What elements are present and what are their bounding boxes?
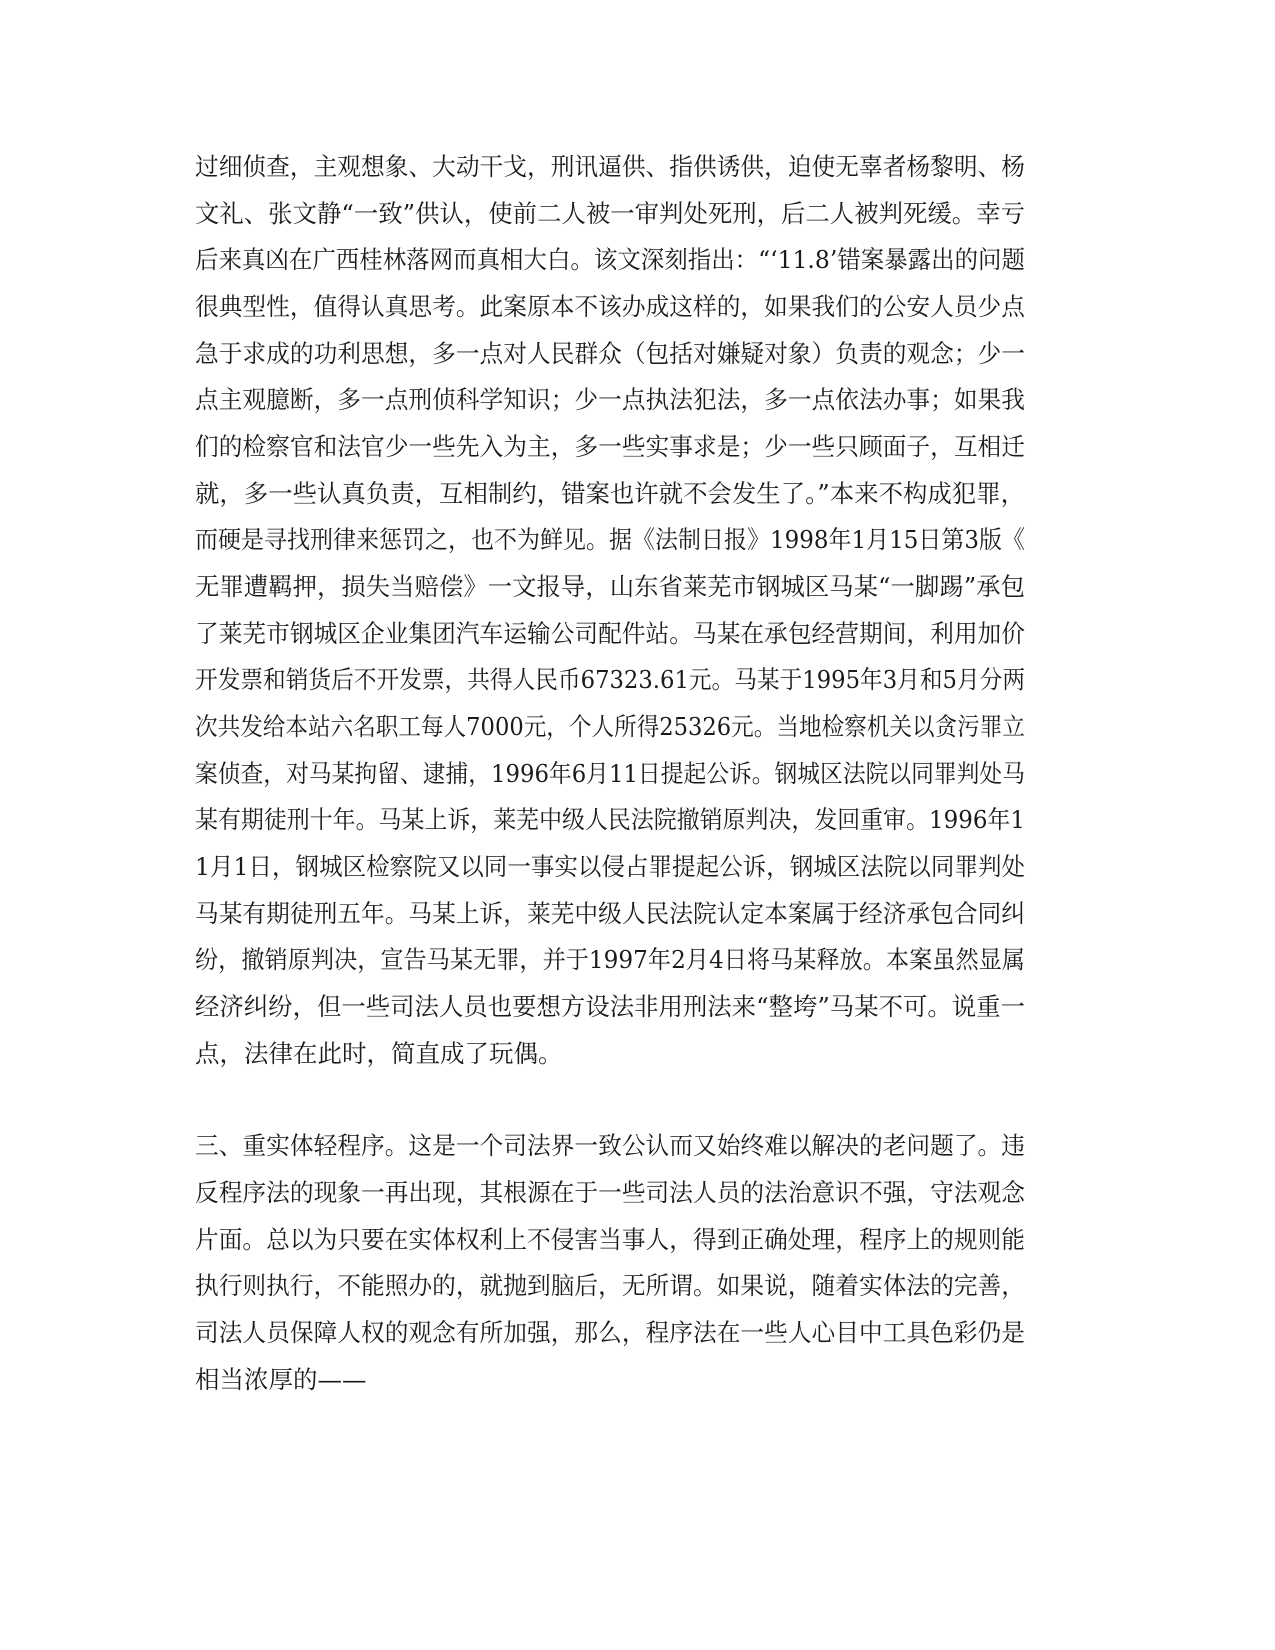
- text-line: 就，多一些认真负责，互相制约，错案也许就不会发生了。”本来不构成犯罪，: [195, 479, 1026, 508]
- text-line: 纷，撤销原判决，宣告马某无罪，并于1997年2月4日将马某释放。本案虽然显属: [195, 945, 1025, 974]
- text-line: 了莱芜市钢城区企业集团汽车运输公司配件站。马某在承包经营期间，利用加价: [195, 619, 1025, 648]
- text-line: 案侦查，对马某拘留、逮捕，1996年6月11日提起公诉。钢城区法院以同罪判处马: [195, 759, 1025, 788]
- text-line: 后来真凶在广西桂林落网而真相大白。该文深刻指出：“‘11.8’错案暴露出的问题: [195, 245, 1025, 274]
- text-line: 点主观臆断，多一点刑侦科学知识；少一点执法犯法，多一点依法办事；如果我: [195, 385, 1025, 414]
- text-line: 反程序法的现象一再出现，其根源在于一些司法人员的法治意识不强，守法观念: [195, 1178, 1025, 1207]
- text-line: 急于求成的功利思想，多一点对人民群众（包括对嫌疑对象）负责的观念；少一: [195, 339, 1025, 368]
- text-line: 执行则执行，不能照办的，就抛到脑后，无所谓。如果说，随着实体法的完善，: [195, 1271, 1025, 1300]
- text-line: 片面。总以为只要在实体权利上不侵害当事人，得到正确处理，程序上的规则能: [195, 1225, 1025, 1254]
- text-line: 司法人员保障人权的观念有所加强，那么，程序法在一些人心目中工具色彩仍是: [195, 1318, 1025, 1347]
- text-line: 过细侦查，主观想象、大动干戈，刑讯逼供、指供诱供，迫使无辜者杨黎明、杨: [195, 152, 1025, 181]
- text-line: 点，法律在此时，简直成了玩偶。: [195, 1039, 563, 1068]
- text-line: 某有期徒刑十年。马某上诉，莱芜中级人民法院撤销原判决，发回重审。1996年1: [195, 805, 1025, 834]
- text-line: 很典型性，值得认真思考。此案原本不该办成这样的，如果我们的公安人员少点: [195, 292, 1025, 321]
- text-line: 经济纠纷，但一些司法人员也要想方设法非用刑法来“整垮”马某不可。说重一: [195, 992, 1025, 1021]
- text-line: 无罪遭羁押，损失当赔偿》一文报导，山东省莱芜市钢城区马某“一脚踢”承包: [195, 572, 1025, 601]
- text-line: 马某有期徒刑五年。马某上诉，莱芜中级人民法院认定本案属于经济承包合同纠: [195, 899, 1025, 928]
- text-line: 们的检察官和法官少一些先入为主，多一些实事求是；少一些只顾面子，互相迁: [195, 432, 1025, 461]
- text-line: 次共发给本站六名职工每人7000元，个人所得25326元。当地检察机关以贪污罪立: [195, 712, 1025, 741]
- text-line: 开发票和销货后不开发票，共得人民币67323.61元。马某于1995年3月和5月分两: [195, 665, 1026, 694]
- text-line: 相当浓厚的——: [195, 1365, 367, 1394]
- text-line: 三、重实体轻程序。这是一个司法界一致公认而又始终难以解决的老问题了。违: [195, 1131, 1025, 1160]
- text-line: 文礼、张文静“一致”供认，使前二人被一审判处死刑，后二人被判死缓。幸亏: [195, 199, 1025, 228]
- text-line: 而硬是寻找刑律来惩罚之，也不为鲜见。据《法制日报》1998年1月15日第3版《: [195, 525, 1026, 554]
- text-line: 1月1日，钢城区检察院又以同一事实以侵占罪提起公诉，钢城区法院以同罪判处: [195, 852, 1026, 881]
